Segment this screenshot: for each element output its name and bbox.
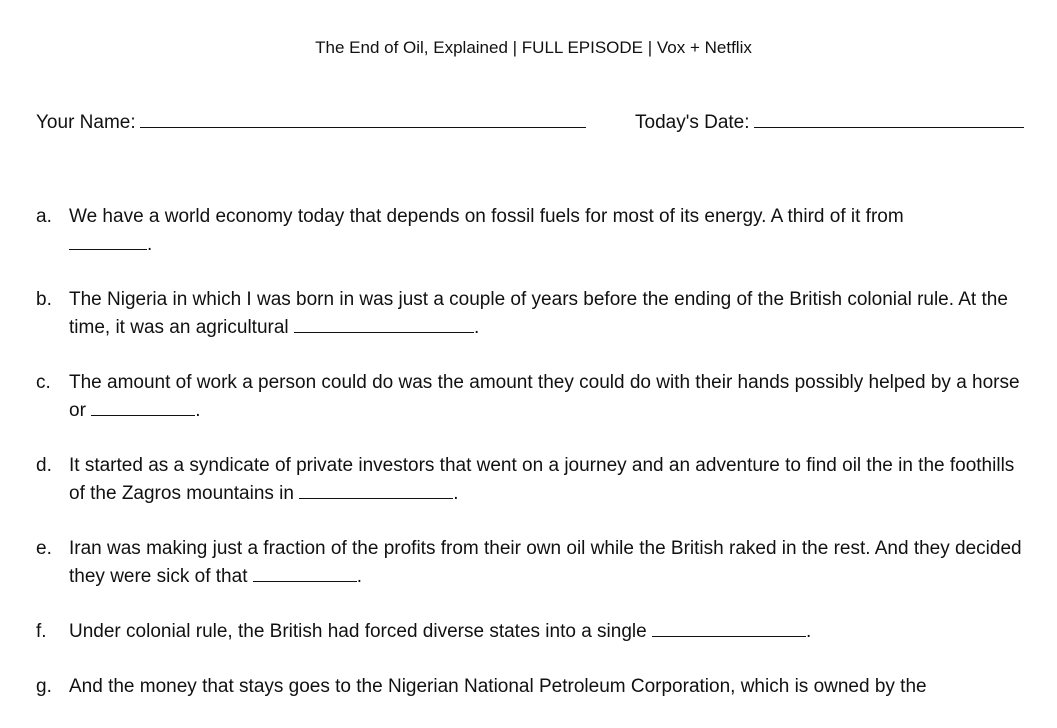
name-field-row: [36, 110, 586, 135]
question-item: [0, 618, 1057, 646]
answer-blank[interactable]: [91, 397, 195, 416]
date-label: Today's Date:: [635, 112, 750, 133]
answer-blank[interactable]: [299, 480, 453, 499]
answer-blank[interactable]: [294, 314, 474, 333]
question-letter: e.: [36, 538, 52, 559]
question-text: We have a world economy today that depends on fossil fuels for most of its energy. A third of it from: [69, 206, 904, 227]
name-blank[interactable]: [140, 110, 586, 128]
question-item: [0, 369, 1057, 425]
name-label: Your Name:: [36, 112, 136, 133]
question-text-end: .: [195, 400, 201, 421]
question-letter: f.: [36, 621, 47, 642]
question-letter: d.: [36, 455, 52, 476]
date-blank[interactable]: [754, 110, 1024, 128]
question-text: Iran was making just a fraction of the profits from their own oil while the British raked in the rest. And they decided they were sick of that: [69, 538, 1022, 587]
question-text: The amount of work a person could do was the amount they could do with their hands possibly helped by a horse or: [69, 372, 1020, 421]
question-item: [0, 203, 1057, 259]
question-text-end: .: [473, 317, 480, 338]
answer-blank[interactable]: [69, 231, 147, 250]
page-title: The End of Oil, Explained | FULL EPISODE | Vox + Netflix: [315, 38, 752, 57]
question-item: [0, 452, 1057, 508]
question-text-end: .: [453, 483, 459, 504]
question-letter: g.: [36, 676, 52, 697]
question-text: The Nigeria in which I was born in was just a couple of years before the ending of the British colonial rule. At the time, it was an agricultural: [69, 289, 1008, 338]
question-text: It started as a syndicate of private investors that went on a journey and an adventure to find oil the in the foothills of the Zagros mountains in: [69, 455, 1015, 504]
date-field-row: [635, 110, 1024, 135]
question-list: [0, 203, 1057, 728]
question-item: [0, 286, 1057, 342]
question-letter: a.: [36, 206, 52, 227]
answer-blank[interactable]: [253, 563, 357, 582]
question-text: And the money that stays goes to the Nigerian National Petroleum Corporation, which is owned by the: [69, 676, 927, 697]
question-text-end: .: [805, 621, 812, 642]
question-text-end: .: [147, 234, 153, 255]
question-item: [0, 673, 1057, 701]
question-text: Under colonial rule, the British had forced diverse states into a single: [69, 621, 647, 642]
question-letter: b.: [36, 289, 52, 310]
answer-blank[interactable]: [652, 618, 806, 637]
question-letter: c.: [36, 372, 51, 393]
question-item: [0, 535, 1057, 591]
question-text-end: .: [356, 566, 363, 587]
